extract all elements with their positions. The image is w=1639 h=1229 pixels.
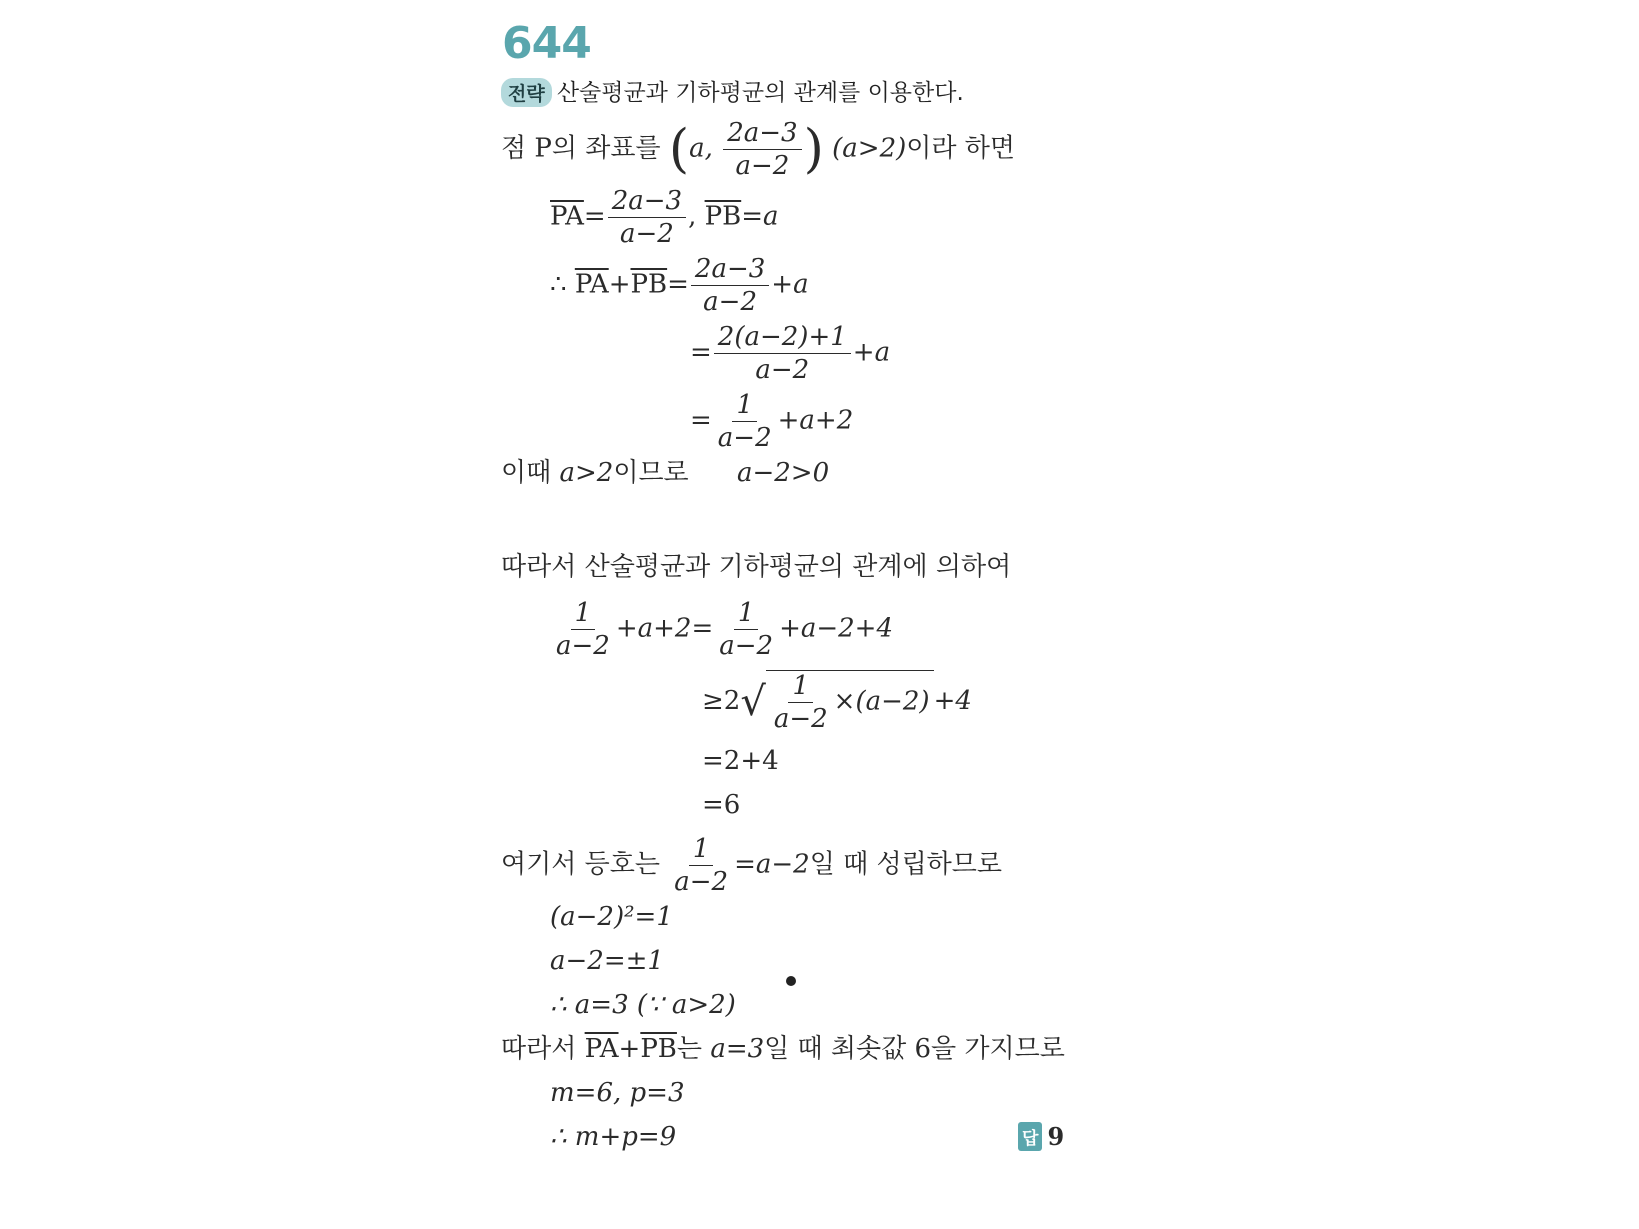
math: =a [741,201,779,232]
answer-value: 9 [1047,1122,1065,1151]
numerator: 2a−3 [723,118,801,150]
math: +a [771,269,809,300]
math: = [690,405,712,436]
math: ≥2 [702,686,741,716]
math: +a−2+4 [779,613,894,644]
text: 일 때 성립하므로 [809,849,1003,880]
denominator: a−2 [755,355,810,385]
text: 는 [676,1034,703,1064]
strategy-text: 산술평균과 기하평균의 관계를 이용한다. [556,80,964,106]
fraction [770,671,832,734]
math: =a−2 [734,849,810,880]
denominator: a−2 [619,219,674,249]
rewrite-line [690,322,890,385]
plus-minus-line: a−2=±1 [550,946,664,976]
fraction [714,322,851,385]
denominator: a−2 [717,423,772,453]
math: +4 [933,686,972,716]
fraction [723,118,801,181]
fraction [691,254,769,317]
math: + [608,269,631,300]
numerator: 1 [734,598,759,630]
text: 여기서 등호는 [501,849,660,880]
radical-sign: √ [740,679,766,725]
segment-pa: $\overline{PA}$ [574,269,609,300]
sum-value-line: =2+4 [702,746,779,776]
math: a=3 [710,1034,765,1064]
final-sum-line: ∴ m+p=9 [550,1122,677,1152]
stray-dot [786,976,796,986]
text: 따라서 [501,1034,577,1064]
fraction [670,834,732,897]
therefore-symbol: ∴ [550,269,567,300]
strategy-tag: 전략 [501,78,552,107]
text: 이라 하면 [906,133,1015,164]
math: +a+2 [777,405,854,436]
denominator: a−2 [773,704,828,734]
inequality-line [702,670,972,734]
numerator: 1 [788,671,813,703]
result-line: =6 [702,790,741,820]
segment-pb: $\overline{PB}$ [630,269,668,300]
text: 이때 [501,458,552,488]
am-gm-eq-line [550,598,893,661]
math: +a+2= [615,613,714,644]
numerator: 2a−3 [691,254,769,286]
answer-box [1018,1122,1064,1151]
point-coordinate-line [501,118,1015,181]
sum-line [550,254,809,317]
denominator: a−2 [719,631,774,661]
fraction [715,598,777,661]
paren-open: ( [668,119,690,180]
square-eq-line: (a−2)²=1 [550,902,673,932]
math: = [667,269,689,300]
text: 점 P의 좌표를 [501,133,661,164]
fraction [714,390,776,453]
math: a−2>0 [736,458,830,488]
numerator: 2(a−2)+1 [714,322,851,354]
a-value-line: ∴ a=3 (∵ a>2) [550,990,736,1020]
m-p-values-line: m=6, p=3 [550,1078,685,1108]
segment-pb: $\overline{PB}$ [640,1034,677,1064]
math: = [690,337,712,368]
am-gm-intro-line: 따라서 산술평균과 기하평균의 관계에 의하여 [501,552,1012,582]
simplified-line [690,390,853,453]
minimum-line [501,1032,1065,1066]
math: , [688,201,697,232]
numerator: 1 [689,834,714,866]
equality-condition-line [501,834,1002,897]
denominator: a−2 [735,151,790,181]
strategy-line [501,74,964,107]
math: +a [852,337,891,368]
answer-tag: 답 [1018,1122,1042,1151]
segment-pb: $\overline{PB}$ [704,201,742,232]
math: a>2 [559,458,614,488]
numerator: 1 [571,598,596,630]
numerator: 2a−3 [608,186,686,218]
segment-lengths-line [550,186,779,249]
text: 일 때 최솟값 6을 가지므로 [764,1034,1065,1064]
paren-close: ) [803,119,824,180]
math: a, [689,133,713,164]
radicand [766,670,934,734]
math: ×(a−2) [833,686,930,717]
condition-line [501,456,829,490]
numerator: 1 [732,390,757,422]
segment-pa: $\overline{PA}$ [550,201,584,232]
segment-pa: $\overline{PA}$ [584,1034,619,1064]
denominator: a−2 [674,867,729,897]
math: + [618,1034,641,1064]
problem-number: 644 [502,18,591,69]
text: 이므로 [613,458,689,488]
math: = [583,201,606,232]
fraction [608,186,686,249]
denominator: a−2 [556,631,610,661]
denominator: a−2 [703,287,757,317]
fraction [552,598,614,661]
condition: (a>2) [832,133,907,164]
